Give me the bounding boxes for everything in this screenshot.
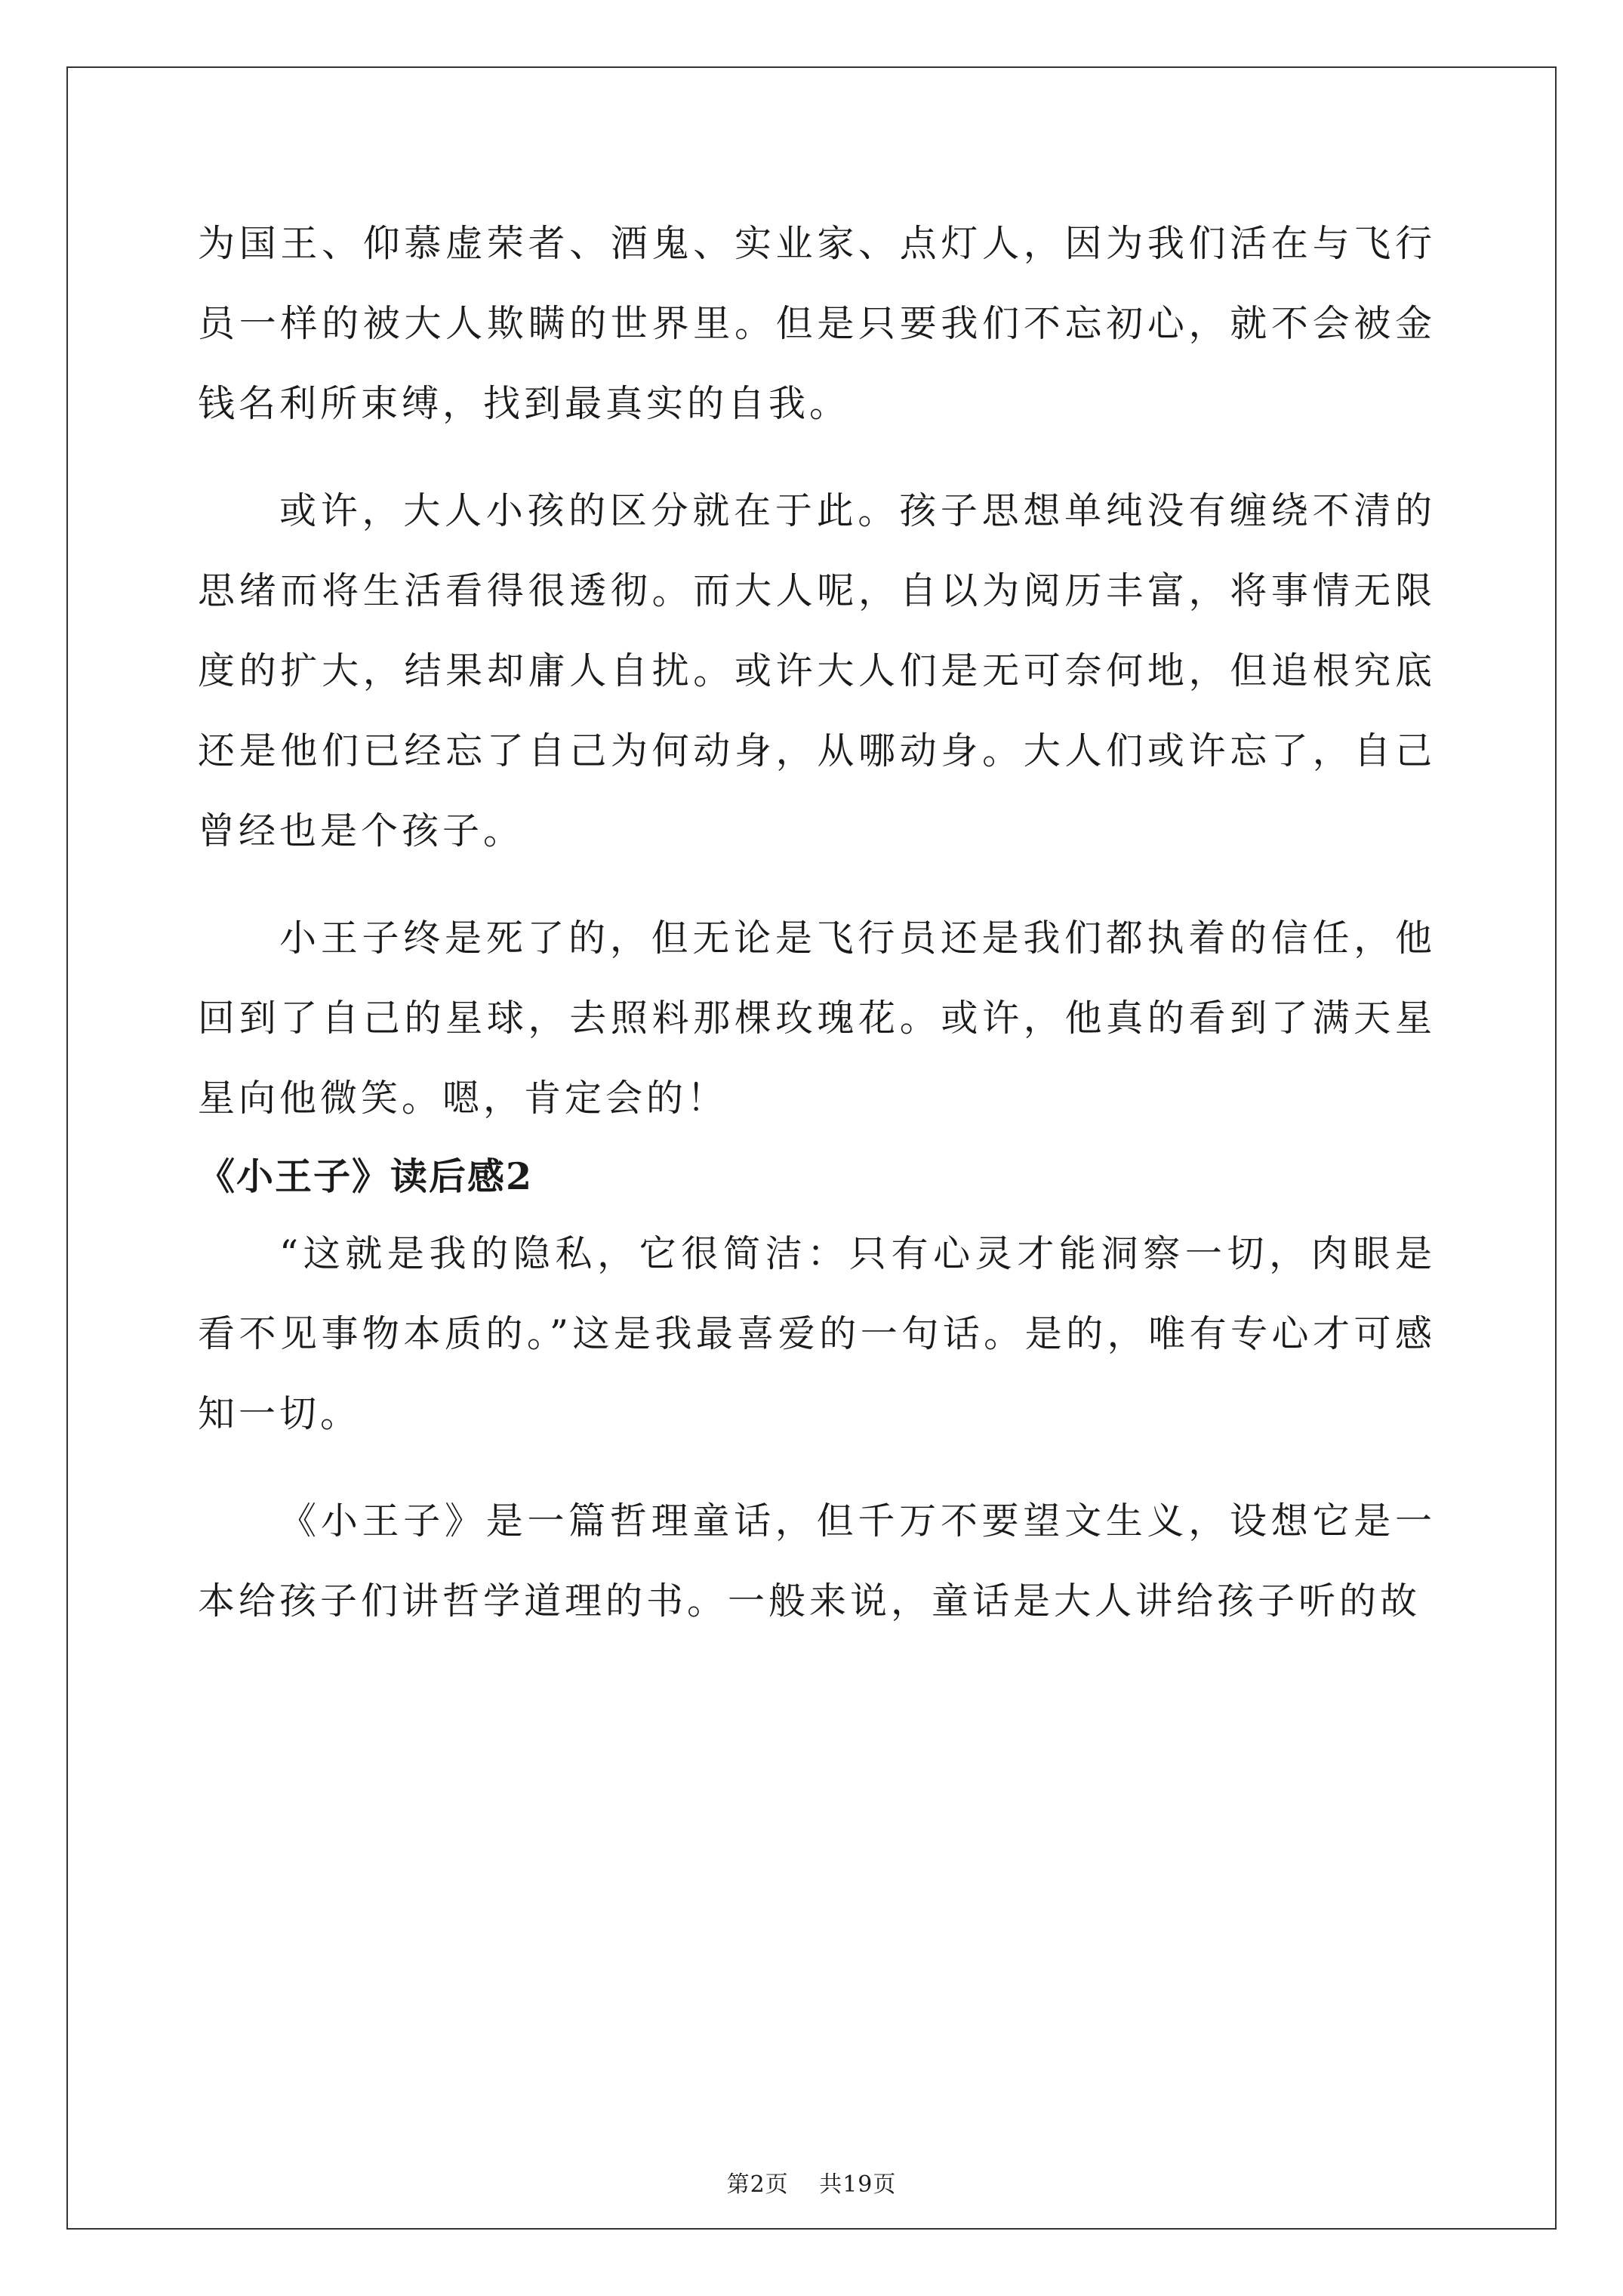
page-total: 共19页 — [819, 2171, 897, 2198]
document-body — [198, 204, 1436, 1641]
page-number: 第2页 — [726, 2171, 789, 2198]
paragraph-little-prince-death: 小王子终是死了的，但无论是飞行员还是我们都执着的信任，他回到了自己的星球，去照料那棵玫瑰花。或许，他真的看到了满天星星向他微笑。嗯，肯定会的！ — [198, 917, 1436, 1120]
paragraph-gap — [198, 1454, 1436, 1481]
paragraph-philosophy-fairy-tale: 《小王子》是一篇哲理童话，但千万不要望文生义，设想它是一本给孩子们讲哲学道理的书。一般来说，童话是大人讲给孩子听的故 — [198, 1499, 1436, 1623]
paragraph-quote: “这就是我的隐私，它很简洁：只有心灵才能洞察一切，肉眼是看不见事物本质的。”这是我最喜爱的一句话。是的，唯有专心才可感知一切。 — [198, 1232, 1436, 1435]
paragraph-adults-children: 或许，大人小孩的区分就在于此。孩子思想单纯没有缠绕不清的思绪而将生活看得很透彻。而大人呢，自以为阅历丰富，将事情无限度的扩大，结果却庸人自扰。或许大人们是无可奈何地，但追根究底还是他们已经忘了自己为何动身，从哪动身。大人们或许忘了，自己曾经也是个孩子。 — [198, 489, 1436, 852]
page-footer — [0, 2165, 1623, 2199]
paragraph-gap — [198, 871, 1436, 898]
section-title: 《小王子》读后感2 — [198, 1154, 534, 1198]
paragraph-gap — [198, 444, 1436, 471]
paragraph-continuation: 为国王、仰慕虚荣者、酒鬼、实业家、点灯人，因为我们活在与飞行员一样的被大人欺瞒的世界里。但是只要我们不忘初心，就不会被金钱名利所束缚，找到最真实的自我。 — [198, 222, 1436, 425]
